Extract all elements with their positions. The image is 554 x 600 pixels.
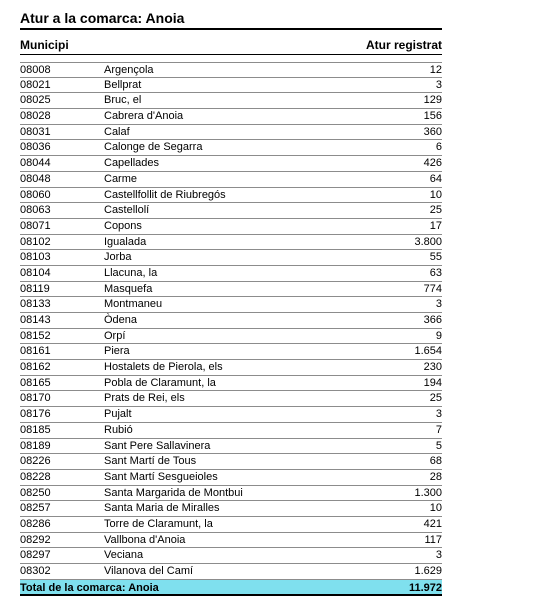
table-row [20,125,442,141]
municipality-code: 08152 [20,329,51,342]
page-title: Atur a la comarca: Anoia [20,8,442,30]
municipality-code: 08165 [20,376,51,389]
municipality-code: 08021 [20,78,51,91]
unemployment-value: 64 [429,172,442,185]
municipality-name: Santa Margarida de Montbui [104,486,243,499]
municipality-code: 08228 [20,470,51,483]
unemployment-value: 3 [435,549,442,562]
table-row [20,470,442,486]
table-row [20,219,442,235]
table-row [20,533,442,549]
municipality-name: Jorba [104,251,132,264]
unemployment-value: 3 [435,298,442,311]
municipality-name: Castellolí [104,204,150,217]
unemployment-value: 5 [435,439,442,452]
table-row [20,564,442,580]
table-row [20,486,442,502]
unemployment-value: 1.654 [414,345,442,358]
table-row [20,329,442,345]
unemployment-value: 230 [423,361,442,374]
table-row [20,78,442,94]
municipality-name: Igualada [104,235,147,248]
total-label: Total de la comarca: Anoia [20,581,159,594]
unemployment-value: 17 [429,219,442,232]
municipality-name: Calaf [104,125,130,138]
table-row [20,62,442,78]
table-row [20,156,442,172]
municipality-name: Pobla de Claramunt, la [104,376,216,389]
municipality-name: Torre de Claramunt, la [104,517,213,530]
table-row [20,203,442,219]
municipality-code: 08257 [20,502,51,515]
table-row [20,344,442,360]
total-row [20,580,442,596]
municipality-code: 08104 [20,266,51,279]
municipality-name: Bellprat [104,78,142,91]
unemployment-value: 360 [423,125,442,138]
municipality-name: Carme [104,172,138,185]
municipality-code: 08189 [20,439,51,452]
municipality-name: Capellades [104,157,160,170]
table-row [20,297,442,313]
table-row [20,439,442,455]
unemployment-value: 6 [435,141,442,154]
municipality-name: Vallbona d'Anoia [104,533,186,546]
municipality-code: 08176 [20,408,51,421]
unemployment-value: 194 [423,376,442,389]
column-header-atur: Atur registrat [365,38,442,52]
municipality-code: 08102 [20,235,51,248]
municipality-code: 08025 [20,94,51,107]
table-row [20,172,442,188]
municipality-code: 08292 [20,533,51,546]
unemployment-value: 1.300 [414,486,442,499]
municipality-name: Hostalets de Pierola, els [104,361,223,374]
municipality-code: 08044 [20,157,51,170]
municipality-name: Veciana [104,549,144,562]
table-row [20,266,442,282]
municipality-code: 08302 [20,565,51,577]
municipality-name: Copons [104,219,142,232]
unemployment-value: 3 [435,408,442,421]
unemployment-value: 117 [424,533,442,546]
unemployment-value: 129 [423,94,442,107]
table-row [20,360,442,376]
municipality-name: Castellfollit de Riubregós [104,188,226,201]
municipality-name: Prats de Rei, els [104,392,185,405]
table-row [20,140,442,156]
municipality-name: Piera [104,345,130,358]
unemployment-table [20,8,442,596]
municipality-code: 08250 [20,486,51,499]
municipality-name: Sant Martí Sesgueioles [104,470,218,483]
municipality-code: 08162 [20,361,51,374]
table-row [20,313,442,329]
unemployment-value: 3.800 [414,235,442,248]
municipality-code: 08185 [20,423,51,436]
municipality-code: 08063 [20,204,51,217]
unemployment-value: 63 [429,266,442,279]
table-row [20,391,442,407]
municipality-name: Sant Martí de Tous [104,455,197,468]
municipality-name: Sant Pere Sallavinera [104,439,211,452]
municipality-code: 08060 [20,188,51,201]
unemployment-value: 25 [429,392,442,405]
unemployment-value: 774 [423,282,442,295]
municipality-name: Cabrera d'Anoia [104,110,184,123]
table-row [20,376,442,392]
municipality-name: Pujalt [104,408,132,421]
table-row [20,517,442,533]
column-header-municipi: Municipi [20,38,69,52]
unemployment-value: 10 [429,188,442,201]
unemployment-value: 366 [423,314,442,326]
municipality-code: 08071 [20,219,51,232]
unemployment-value: 12 [429,64,442,76]
municipality-code: 08286 [20,517,51,530]
municipality-name: Montmaneu [104,298,163,311]
municipality-name: Bruc, el [104,94,142,107]
municipality-name: Òdena [104,314,138,326]
unemployment-value: 55 [429,251,442,264]
municipality-code: 08048 [20,172,51,185]
municipality-name: Llacuna, la [104,266,158,279]
municipality-code: 08297 [20,549,51,562]
unemployment-value: 7 [435,423,442,436]
municipality-name: Argençola [104,64,154,76]
municipality-code: 08028 [20,110,51,123]
table-row [20,423,442,439]
table-row [20,93,442,109]
municipality-code: 08226 [20,455,51,468]
municipality-code: 08161 [20,345,51,358]
table-header [20,36,442,55]
unemployment-value: 10 [429,502,442,515]
table-body [20,62,442,580]
table-row [20,407,442,423]
unemployment-value: 426 [423,157,442,170]
unemployment-value: 3 [435,78,442,91]
municipality-code: 08143 [20,314,51,326]
municipality-name: Santa Maria de Miralles [104,502,220,515]
municipality-name: Orpí [104,329,126,342]
table-row [20,109,442,125]
table-row [20,548,442,564]
unemployment-value: 28 [429,470,442,483]
unemployment-value: 68 [429,455,442,468]
table-row [20,454,442,470]
unemployment-value: 156 [423,110,442,123]
total-value: 11.972 [408,581,442,594]
municipality-code: 08133 [20,298,51,311]
municipality-code: 08103 [20,251,51,264]
unemployment-value: 9 [435,329,442,342]
table-row [20,501,442,517]
municipality-name: Rubió [104,423,133,436]
municipality-code: 08036 [20,141,51,154]
municipality-name: Vilanova del Camí [104,565,194,577]
municipality-code: 08008 [20,64,51,76]
unemployment-value: 1.629 [414,565,442,577]
unemployment-value: 25 [429,204,442,217]
table-row [20,188,442,204]
municipality-code: 08031 [20,125,51,138]
table-row [20,282,442,298]
municipality-name: Calonge de Segarra [104,141,203,154]
municipality-code: 08119 [20,282,50,295]
table-row [20,250,442,266]
table-row [20,235,442,251]
unemployment-value: 421 [423,517,442,530]
municipality-code: 08170 [20,392,51,405]
municipality-name: Masquefa [104,282,153,295]
